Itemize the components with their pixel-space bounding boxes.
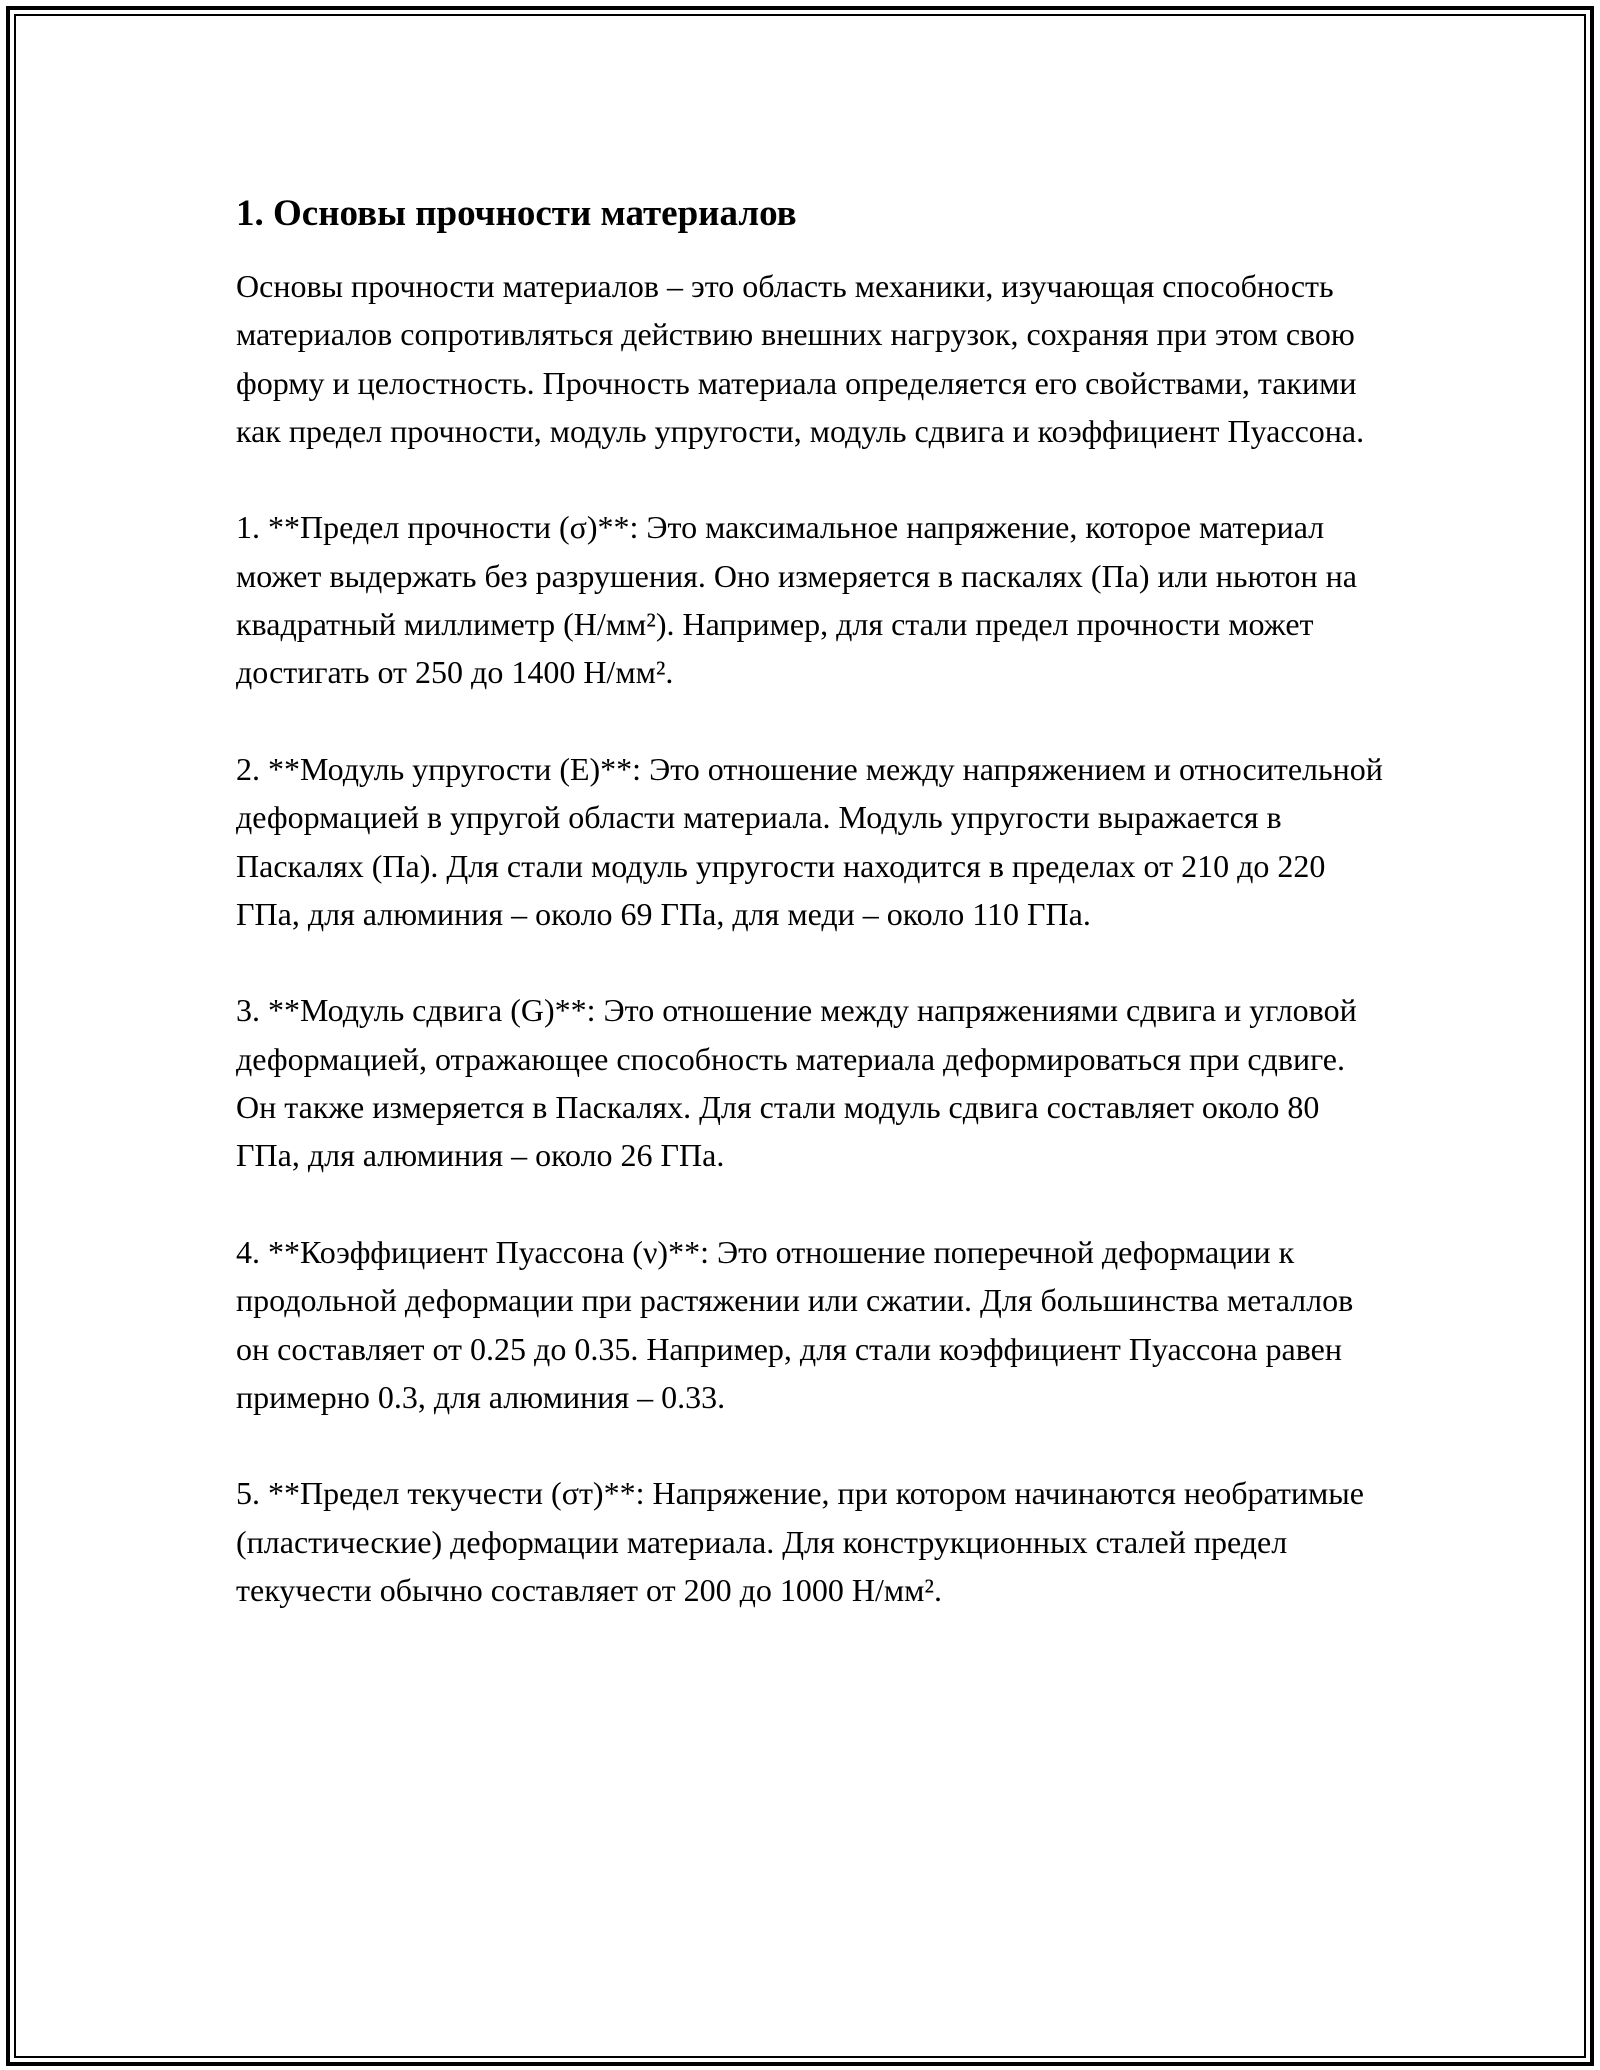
section-heading: 1. Основы прочности материалов — [236, 193, 797, 234]
document-body — [236, 188, 1386, 1614]
list-item-elastic-modulus: 2. **Модуль упругости (E)**: Это отношение между напряжением и относительной деформацией в упругой области материала. Модуль упругости выражается в Паскалях (Па). Для стали модуль упругости находится в пределах от 210 до 220 ГПа, для алюминия – около 69 ГПа, для меди – около 110 ГПа. — [236, 750, 1383, 932]
intro-paragraph: Основы прочности материалов – это область механики, изучающая способность материалов сопротивляться действию внешних нагрузок, сохраняя при этом свою форму и целостность. Прочность материала определяется его свойствами, такими как предел прочности, модуль упругости, модуль сдвига и коэффициент Пуассона. — [236, 268, 1365, 449]
list-item-poisson-ratio: 4. **Коэффициент Пуассона (ν)**: Это отношение поперечной деформации к продольной деформации при растяжении или сжатии. Для большинства металлов он составляет от 0.25 до 0.35. Например, для стали коэффициент Пуассона равен примерно 0.3, для алюминия – 0.33. — [236, 1233, 1354, 1415]
list-item-tensile-strength: 1. **Предел прочности (σ)**: Это максимальное напряжение, которое материал может выдержать без разрушения. Оно измеряется в паскалях (Па) или ньютон на квадратный миллиметр (Н/мм²). Например, для стали предел прочности может достигать от 250 до 1400 Н/мм². — [236, 509, 1357, 691]
list-item-yield-strength: 5. **Предел текучести (σт)**: Напряжение, при котором начинаются необратимые (пластические) деформации материала. Для конструкционных сталей предел текучести обычно составляет от 200 до 1000 Н/мм². — [236, 1475, 1364, 1609]
list-item-shear-modulus: 3. **Модуль сдвига (G)**: Это отношение между напряжениями сдвига и угловой деформацией, отражающее способность материала деформироваться при сдвиге. Он также измеряется в Паскалях. Для стали модуль сдвига составляет около 80 ГПа, для алюминия – около 26 ГПа. — [236, 992, 1357, 1174]
